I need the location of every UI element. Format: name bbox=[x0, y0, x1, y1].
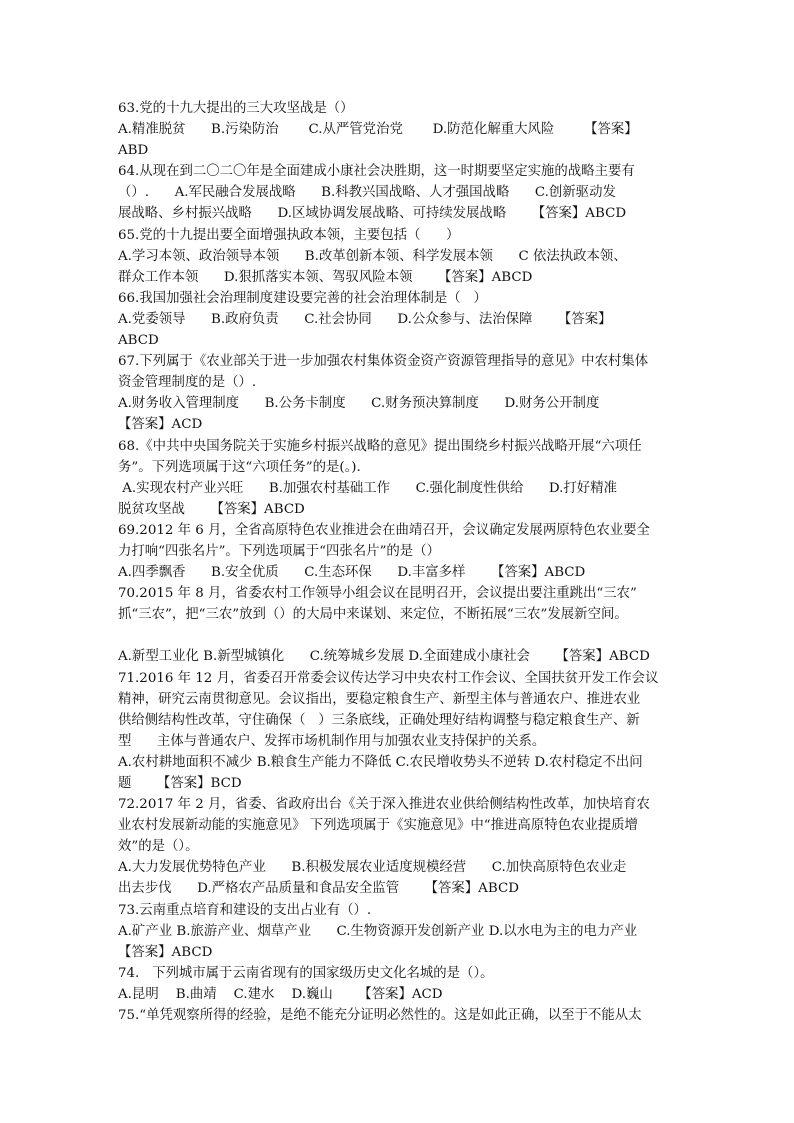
text-line: 资金管理制度的是（）. bbox=[118, 375, 257, 391]
text-line: A.矿产业 B.旅游产业、烟草产业 C.生物资源开发创新产业 D.以水电为主的电力产业 bbox=[118, 923, 638, 939]
text-line: 题 【答案】BCD bbox=[118, 776, 242, 791]
text-line: 业农村发展新动能的实施意见》 下列选项属于《实施意见》中“推进高原特色农业提质增 bbox=[118, 818, 638, 834]
text-line: A.实现农村产业兴旺 B.加强农村基础工作 C.强化制度性供给 D.打好精准 bbox=[118, 480, 617, 496]
text-line: 64.从现在到二〇二〇年是全面建成小康社会决胜期，这一时期要坚定实施的战略主要有 bbox=[118, 164, 635, 180]
text-line: 【答案】ABCD bbox=[118, 944, 213, 960]
text-line: A.昆明 B.曲靖 C.建水 D.巍山 【答案】ACD bbox=[118, 986, 443, 1002]
text-line: （）. A.军民融合发展战略 B.科教兴国战略、人才强国战略 C.创新驱动发 bbox=[118, 185, 616, 201]
text-line: 务”。下列选项属于这“六项任务”的是(。). bbox=[118, 459, 361, 475]
text-line: A.精准脱贫 B.污染防治 C.从严管党治党 D.防范化解重大风险 【答案】 bbox=[118, 122, 638, 138]
text-line: A.学习本领、政治领导本领 B.改革创新本领、科学发展本领 C 依法执政本领、 bbox=[118, 248, 627, 264]
text-line: 68.《中共中央国务院关于实施乡村振兴战略的意见》提出围绕乡村振兴战略开展“六项任 bbox=[118, 438, 642, 454]
text-line: 69.2012 年 6 月，全省高原特色农业推进会在曲靖召开，会议确定发展两原特色农业要全 bbox=[118, 522, 650, 538]
text-line: 供给侧结构性改革，守住确保（ ）三条底线，正确处理好结构调整与稳定粮食生产、新 bbox=[118, 712, 640, 728]
text-line: 出去步伐 D.严格农产品质量和食品安全监管 【答案】ABCD bbox=[118, 881, 519, 897]
text-line: 74. 下列城市属于云南省现有的国家级历史文化名城的是（）。 bbox=[118, 965, 494, 981]
text-line: 精神，研究云南贯彻意见。会议指出，要稳定粮食生产、新型主体与普通农户、推进农业 bbox=[118, 691, 641, 707]
blank-line bbox=[118, 625, 688, 646]
text-line: 脱贫攻坚战 【答案】ABCD bbox=[118, 501, 305, 517]
text-line: 75.“单凭观察所得的经验，是绝不能充分证明必然性的。这是如此正确，以至于不能从太 bbox=[118, 1008, 642, 1024]
text-line: ABCD bbox=[118, 333, 159, 349]
text-line: A.新型工业化 B.新型城镇化 C.统筹城乡发展 D.全面建成小康社会 【答案】ABCD bbox=[118, 649, 650, 665]
text-line: 67.下列属于《农业部关于进一步加强农村集体资金资产资源管理指导的意见》中农村集体 bbox=[118, 354, 649, 370]
text-line: 【答案】ACD bbox=[118, 417, 203, 433]
text-line: ABD bbox=[118, 143, 149, 159]
text-line: 型 主体与普通农户、发挥市场机制作用与加强农业支持保护的关系。 bbox=[118, 733, 546, 749]
text-line: 71.2016 年 12 月，省委召开常委会议传达学习中央农村工作会议、全国扶贫开发工作会议 bbox=[118, 670, 659, 686]
text-line: 66.我国加强社会治理制度建设要完善的社会治理体制是（ ） bbox=[118, 290, 487, 306]
text-line: 效”的是（）。 bbox=[118, 839, 199, 855]
text-line: 群众工作本领 D.狠抓落实本领、驾驭风险本领 【答案】ABCD bbox=[118, 269, 533, 285]
text-line: A.财务收入管理制度 B.公务卡制度 C.财务预决算制度 D.财务公开制度 bbox=[118, 396, 600, 412]
text-line: 展战略、乡村振兴战略 D.区域协调发展战略、可持续发展战略 【答案】ABCD bbox=[118, 206, 627, 222]
text-line: 65.党的十九提出要全面增强执政本领，主要包括（ ） bbox=[118, 227, 460, 243]
text-line: A.党委领导 B.政府负责 C.社会协同 D.公众参与、法治保障 【答案】 bbox=[118, 311, 612, 327]
text-line: A.大力发展优势特色产业 B.积极发展农业适度规模经营 C.加快高原特色农业走 bbox=[118, 860, 627, 876]
text-line: 63.党的十九大提出的三大攻坚战是（） bbox=[118, 101, 354, 116]
text-line: 73.云南重点培育和建设的支出占业有（）. bbox=[118, 902, 372, 918]
text-line: A.农村耕地面积不减少 B.粮食生产能力不降低 C.农民增收势头不逆转 D.农村稳定不出问 bbox=[118, 754, 643, 770]
text-line: 72.2017 年 2 月，省委、省政府出台《关于深入推进农业供给侧结构性改革，加快培育农 bbox=[118, 797, 650, 813]
text-line: 抓“三农”，把“三农”放到（）的大局中来谋划、来定位，不断拓展“三农”发展新空间。 bbox=[118, 607, 628, 623]
text-line: 70.2015 年 8 月，省委农村工作领导小组会议在昆明召开，会议提出要注重跳出“三农” bbox=[118, 586, 637, 602]
question-list bbox=[118, 98, 688, 1026]
text-line: A.四季飘香 B.安全优质 C.生态环保 D.丰富多样 【答案】ABCD bbox=[118, 565, 586, 581]
text-line: 力打响“四张名片”。下列选项属于“四张名片”的是（） bbox=[118, 543, 440, 559]
